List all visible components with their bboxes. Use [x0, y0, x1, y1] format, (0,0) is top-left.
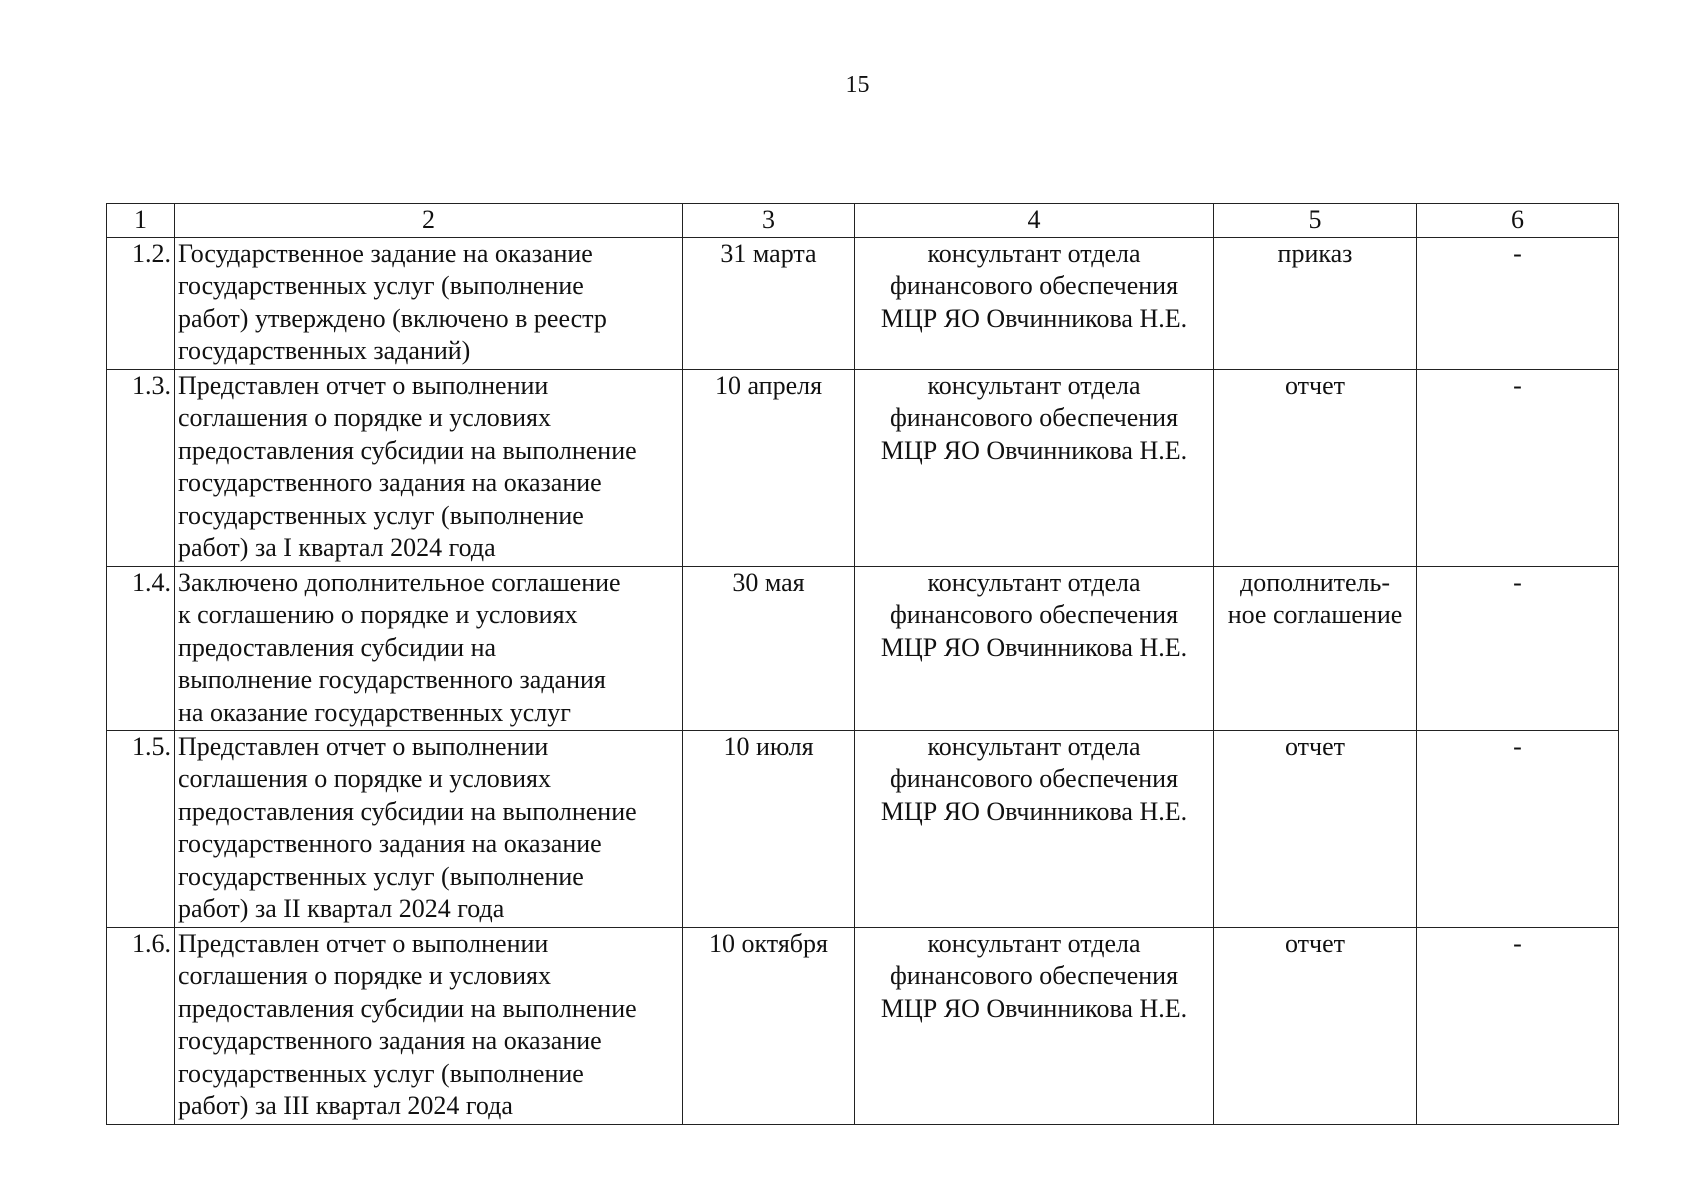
item-description: [175, 566, 683, 730]
responsible-line: финансового обеспечения: [889, 961, 1179, 990]
document-line: отчет: [1285, 370, 1345, 400]
item-responsible: [855, 566, 1214, 730]
responsible-line: консультант отдела: [927, 370, 1141, 400]
description-line: работ) утверждено (включено в реестр: [178, 303, 607, 333]
plan-table: [106, 203, 1619, 1125]
description-line: государственных услуг (выполнение: [178, 1058, 584, 1088]
responsible-line: финансового обеспечения: [889, 271, 1179, 300]
description-line: к соглашению о порядке и условиях: [178, 600, 578, 629]
description-line: государственных услуг (выполнение: [178, 861, 584, 891]
item-deadline: 10 октября: [683, 927, 855, 1124]
item-responsible: [855, 237, 1214, 369]
description-line: государственного задания на оказание: [178, 829, 602, 858]
description-line: государственного задания на оказание: [178, 468, 602, 497]
item-document: [1214, 927, 1417, 1124]
item-responsible: [855, 927, 1214, 1124]
description-line: соглашения о порядке и условиях: [178, 403, 551, 432]
responsible-line: консультант отдела: [927, 238, 1141, 268]
description-line: работ) за I квартал 2024 года: [178, 533, 496, 562]
item-description: [175, 730, 683, 927]
description-line: Представлен отчет о выполнении: [178, 731, 549, 761]
item-number: 1.5.: [107, 730, 175, 927]
description-line: предоставления субсидии на выполнение: [178, 993, 637, 1023]
column-header: 2: [175, 204, 683, 238]
description-line: государственных услуг (выполнение: [178, 271, 584, 300]
item-number: 1.2.: [107, 237, 175, 369]
item-description: [175, 237, 683, 369]
document-line: отчет: [1285, 731, 1345, 761]
table-row: [107, 927, 1619, 1124]
description-line: работ) за III квартал 2024 года: [178, 1091, 513, 1120]
item-note: -: [1417, 369, 1619, 566]
column-header: 5: [1214, 204, 1417, 238]
description-line: соглашения о порядке и условиях: [178, 764, 551, 793]
item-note: -: [1417, 927, 1619, 1124]
column-header: 1: [107, 204, 175, 238]
item-document: [1214, 730, 1417, 927]
table-row: [107, 369, 1619, 566]
item-deadline: 10 июля: [683, 730, 855, 927]
responsible-line: МЦР ЯО Овчинникова Н.Е.: [880, 632, 1188, 662]
item-deadline: 30 мая: [683, 566, 855, 730]
document-line: отчет: [1285, 928, 1345, 958]
item-number: 1.4.: [107, 566, 175, 730]
item-deadline: 31 марта: [683, 237, 855, 369]
item-deadline: 10 апреля: [683, 369, 855, 566]
table-row: [107, 237, 1619, 369]
description-line: государственного задания на оказание: [178, 1026, 602, 1055]
description-line: предоставления субсидии на выполнение: [178, 435, 637, 465]
document-line: приказ: [1277, 238, 1353, 268]
header-row: [107, 204, 1619, 238]
description-line: работ) за II квартал 2024 года: [178, 894, 505, 923]
responsible-line: МЦР ЯО Овчинникова Н.Е.: [880, 303, 1188, 333]
column-header: 4: [855, 204, 1214, 238]
responsible-line: финансового обеспечения: [889, 403, 1179, 432]
description-line: Государственное задание на оказание: [178, 238, 593, 268]
table-row: [107, 566, 1619, 730]
item-number: 1.3.: [107, 369, 175, 566]
description-line: предоставления субсидии на: [178, 632, 497, 662]
column-header: 6: [1417, 204, 1619, 238]
column-header: 3: [683, 204, 855, 238]
item-note: -: [1417, 237, 1619, 369]
page-number: 15: [845, 72, 870, 98]
responsible-line: консультант отдела: [927, 731, 1141, 761]
document-line: ное соглашение: [1227, 600, 1403, 629]
description-line: Представлен отчет о выполнении: [178, 370, 549, 400]
item-number: 1.6.: [107, 927, 175, 1124]
description-line: Заключено дополнительное соглашение: [178, 567, 621, 597]
description-line: соглашения о порядке и условиях: [178, 961, 551, 990]
responsible-line: консультант отдела: [927, 928, 1141, 958]
document-line: дополнитель-: [1240, 567, 1390, 597]
item-responsible: [855, 369, 1214, 566]
responsible-line: МЦР ЯО Овчинникова Н.Е.: [880, 993, 1188, 1023]
item-note: -: [1417, 566, 1619, 730]
description-line: на оказание государственных услуг: [178, 697, 571, 727]
description-line: государственных услуг (выполнение: [178, 500, 584, 530]
responsible-line: финансового обеспечения: [889, 764, 1179, 793]
item-description: [175, 369, 683, 566]
description-line: предоставления субсидии на выполнение: [178, 796, 637, 826]
description-line: государственных заданий): [178, 336, 471, 365]
description-line: выполнение государственного задания: [178, 665, 606, 694]
responsible-line: МЦР ЯО Овчинникова Н.Е.: [880, 796, 1188, 826]
item-document: [1214, 237, 1417, 369]
item-responsible: [855, 730, 1214, 927]
item-note: -: [1417, 730, 1619, 927]
responsible-line: консультант отдела: [927, 567, 1141, 597]
item-document: [1214, 369, 1417, 566]
responsible-line: МЦР ЯО Овчинникова Н.Е.: [880, 435, 1188, 465]
table-row: [107, 730, 1619, 927]
responsible-line: финансового обеспечения: [889, 600, 1179, 629]
item-description: [175, 927, 683, 1124]
description-line: Представлен отчет о выполнении: [178, 928, 549, 958]
item-document: [1214, 566, 1417, 730]
